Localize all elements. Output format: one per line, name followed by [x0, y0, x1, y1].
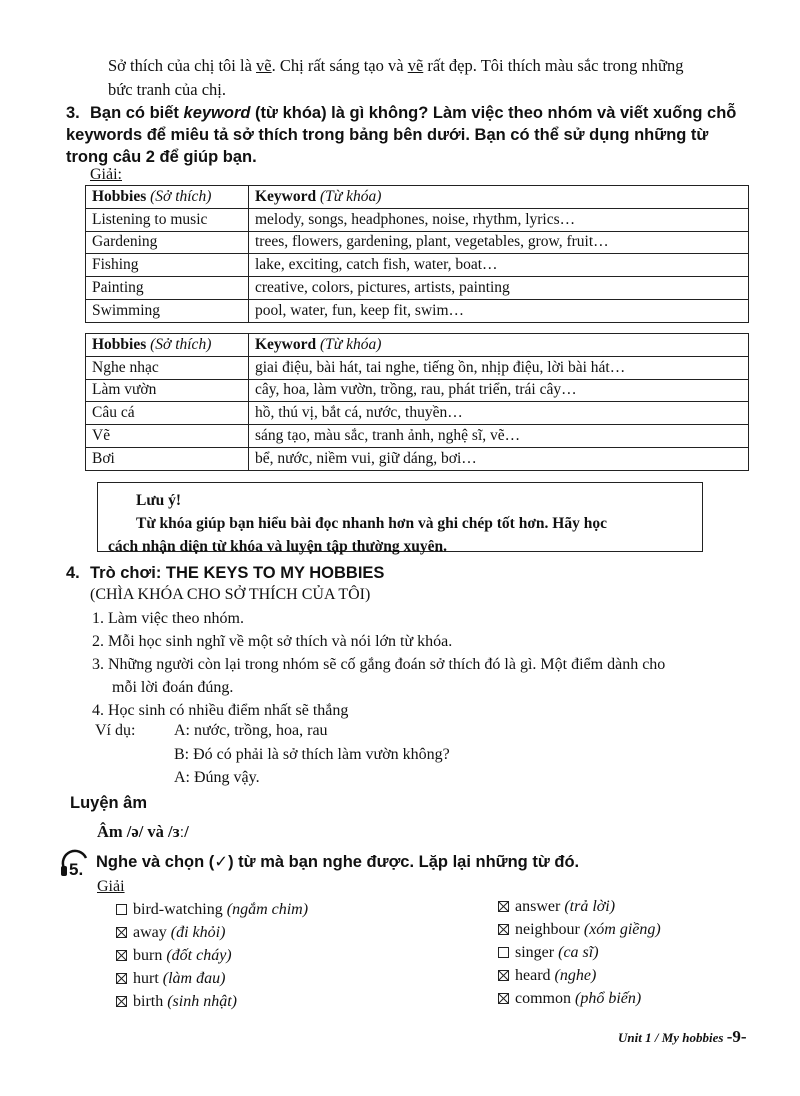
intro-text: Sở thích của chị tôi là: [108, 56, 257, 75]
table-row: [86, 254, 749, 277]
question-3: [66, 102, 756, 168]
intro-line-2: bức tranh của chị.: [108, 80, 226, 99]
checklist-left: [116, 898, 308, 1013]
intro-paragraph: [108, 54, 748, 102]
footer-unit: Unit 1 / My hobbies: [618, 1030, 724, 1045]
page-number: -9-: [726, 1027, 747, 1046]
keywords-cell: pool, water, fun, keep fit, swim…: [249, 299, 749, 322]
keywords-cell: bể, nước, niềm vui, giữ dáng, bơi…: [249, 447, 749, 470]
keywords-cell: hồ, thú vị, bắt cá, nước, thuyền…: [249, 402, 749, 425]
intro-text: . Chị rất sáng tạo và: [271, 56, 408, 75]
keyword-table-english: [85, 185, 749, 323]
checklist-item: birth (sinh nhật): [116, 990, 308, 1013]
question-title: Trò chơi:: [90, 564, 166, 582]
headphones-icon: [58, 846, 92, 880]
intro-line-1: [108, 54, 748, 78]
checkbox-checked[interactable]: [116, 927, 127, 938]
question-text: (từ khóa) là gì không? Làm việc theo nhóm và viết xuống chỗ: [250, 104, 737, 122]
answer-label: Giải:: [90, 166, 122, 183]
hobby-cell: Câu cá: [86, 402, 249, 425]
table-row: [86, 277, 749, 300]
table-row: [86, 356, 749, 379]
step-item: 1. Làm việc theo nhóm.: [92, 610, 244, 627]
checklist-item: away (đi khỏi): [116, 921, 308, 944]
step-item: 2. Mỗi học sinh nghĩ về một sở thích và nói lớn từ khóa.: [92, 633, 453, 650]
note-line-2: cách nhận diện từ khóa và luyện tập thường xuyên.: [108, 538, 447, 555]
underlined-word: vẽ: [256, 56, 272, 75]
keywords-cell: trees, flowers, gardening, plant, vegetables, grow, fruit…: [249, 231, 749, 254]
step-item-continued: mỗi lời đoán đúng.: [112, 679, 234, 696]
page-footer: [618, 1027, 747, 1047]
hobby-cell: Fishing: [86, 254, 249, 277]
pronunciation-sounds: Âm /ə/ và /ɜː/: [97, 822, 189, 841]
dialogue-line: B: Đó có phải là sở thích làm vườn không?: [174, 745, 450, 763]
table-row: [86, 425, 749, 448]
game-title: THE KEYS TO MY HOBBIES: [165, 564, 385, 582]
note-line-1: Từ khóa giúp bạn hiểu bài đọc nhanh hơn và ghi chép tốt hơn. Hãy học: [136, 515, 607, 532]
question-number: 4.: [66, 564, 80, 582]
keywords-cell: melody, songs, headphones, noise, rhythm, lyrics…: [249, 208, 749, 231]
checklist-item: heard (nghe): [498, 964, 661, 987]
keywords-cell: giai điệu, bài hát, tai nghe, tiếng ồn, nhịp điệu, lời bài hát…: [249, 356, 749, 379]
table-row: [86, 402, 749, 425]
checkbox-checked[interactable]: [116, 973, 127, 984]
table-row: [86, 447, 749, 470]
table-row: [86, 208, 749, 231]
checkbox-checked[interactable]: [498, 970, 509, 981]
keywords-cell: creative, colors, pictures, artists, painting: [249, 277, 749, 300]
checklist-right: [498, 895, 661, 1010]
checkbox-empty[interactable]: [498, 947, 509, 958]
step-item: 4. Học sinh có nhiều điểm nhất sẽ thắng: [92, 702, 349, 719]
table-row: [86, 299, 749, 322]
checkbox-checked[interactable]: [116, 950, 127, 961]
keyword-term: keyword: [183, 104, 251, 122]
checkbox-checked[interactable]: [116, 996, 127, 1007]
hobby-cell: Painting: [86, 277, 249, 300]
answer-label: Giải: [97, 878, 125, 895]
table-header-row: [86, 334, 749, 357]
checkbox-checked[interactable]: [498, 901, 509, 912]
question-5-title: Nghe và chọn (✓) từ mà bạn nghe được. Lặp lại những từ đó.: [96, 853, 580, 871]
header-keyword: Keyword (Từ khóa): [249, 334, 749, 357]
checklist-item: hurt (làm đau): [116, 967, 308, 990]
header-hobbies: Hobbies (Sở thích): [86, 186, 249, 209]
checkbox-empty[interactable]: [116, 904, 127, 915]
keywords-cell: lake, exciting, catch fish, water, boat…: [249, 254, 749, 277]
keywords-cell: cây, hoa, làm vườn, trồng, rau, phát triển, trái cây…: [249, 379, 749, 402]
underlined-word: vẽ: [407, 56, 424, 75]
example-label: Ví dụ:: [95, 722, 136, 739]
checklist-item: answer (trả lời): [498, 895, 661, 918]
keywords-cell: sáng tạo, màu sắc, tranh ảnh, nghệ sĩ, vẽ…: [249, 425, 749, 448]
note-title: Lưu ý!: [136, 492, 182, 509]
hobby-cell: Listening to music: [86, 208, 249, 231]
note-box: [97, 482, 703, 555]
header-hobbies: Hobbies (Sở thích): [86, 334, 249, 357]
table-row: [86, 231, 749, 254]
dialogue-line: A: nước, trồng, hoa, rau: [174, 722, 328, 739]
question-text-line-3: trong câu 2 để giúp bạn.: [66, 148, 257, 166]
question-4: [66, 562, 756, 584]
hobby-cell: Vẽ: [86, 425, 249, 448]
intro-text: rất đẹp. Tôi thích màu sắc trong những: [423, 56, 684, 75]
header-keyword: Keyword (Từ khóa): [249, 186, 749, 209]
question-number: 5.: [69, 860, 84, 879]
example-dialogue: [174, 719, 450, 790]
hobby-cell: Bơi: [86, 447, 249, 470]
question-number: 3.: [66, 104, 80, 122]
table-header-row: [86, 186, 749, 209]
checkbox-checked[interactable]: [498, 924, 509, 935]
game-subtitle: (CHÌA KHÓA CHO SỞ THÍCH CỦA TÔI): [90, 586, 371, 603]
checkbox-checked[interactable]: [498, 993, 509, 1004]
question-text: Bạn có biết: [90, 104, 184, 122]
game-steps: [92, 607, 752, 722]
hobby-cell: Làm vườn: [86, 379, 249, 402]
step-item: 3. Những người còn lại trong nhóm sẽ cố gắng đoán sở thích đó là gì. Một điểm dành cho: [92, 656, 666, 673]
checklist-item: burn (đốt cháy): [116, 944, 308, 967]
hobby-cell: Gardening: [86, 231, 249, 254]
keyword-table-vietnamese: [85, 333, 749, 471]
checklist-item: common (phổ biến): [498, 987, 661, 1010]
dialogue-line: A: Đúng vậy.: [174, 769, 260, 786]
hobby-cell: Nghe nhạc: [86, 356, 249, 379]
checklist-item: bird-watching (ngắm chim): [116, 898, 308, 921]
question-text-line-2: keywords để miêu tả sở thích trong bảng bên dưới. Bạn có thể sử dụng những từ: [66, 126, 709, 144]
checklist-item: singer (ca sĩ): [498, 941, 661, 964]
pronunciation-heading: Luyện âm: [70, 794, 148, 812]
checklist-item: neighbour (xóm giềng): [498, 918, 661, 941]
hobby-cell: Swimming: [86, 299, 249, 322]
table-row: [86, 379, 749, 402]
